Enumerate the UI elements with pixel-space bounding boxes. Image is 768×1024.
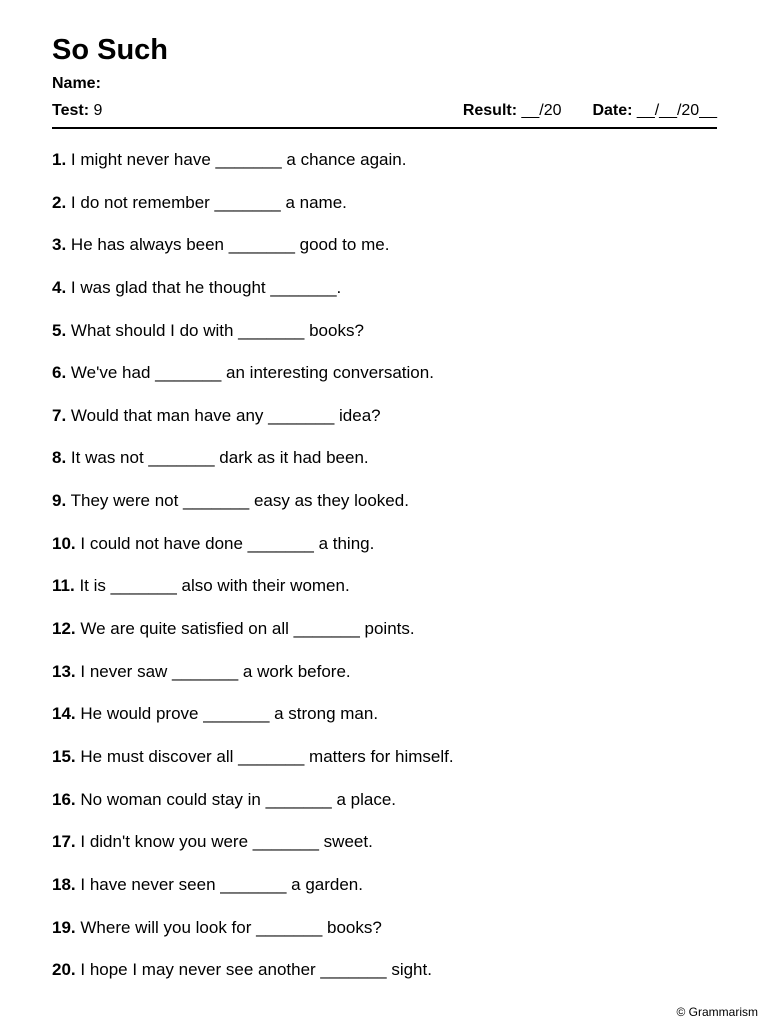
test-number [52,101,102,121]
question-text: We've had _______ an interesting conversation. [70,363,434,383]
question-item [52,406,717,449]
question-item [52,448,717,491]
question-text: Where will you look for _______ books? [80,917,382,937]
result-date-group [463,101,717,121]
question-text: It was not _______ dark as it had been. [70,448,369,468]
question-text: I was glad that he thought _______. [70,277,342,297]
question-text: He would prove _______ a strong man. [80,704,379,724]
question-item [52,747,717,790]
question-text: He must discover all _______ matters for himself. [80,746,454,766]
name-row [52,74,101,94]
date-value: __/__/20__ [636,102,717,119]
question-item [52,278,717,321]
test-label: Test: [52,102,90,119]
result-label: Result: [462,102,518,119]
question-text: I have never seen _______ a garden. [80,874,363,894]
question-text: I do not remember _______ a name. [70,192,347,212]
question-number: 5. [52,320,67,340]
test-value: 9 [93,102,103,119]
question-item [52,534,717,577]
question-text: Would that man have any _______ idea? [70,405,381,425]
question-number: 20. [52,960,76,980]
question-item [52,960,717,1003]
question-number: 6. [52,363,67,383]
question-item [52,150,717,193]
question-item [52,918,717,961]
question-number: 13. [52,661,76,681]
question-item [52,619,717,662]
copyright-notice: © Grammarism [676,1005,758,1019]
question-number: 15. [52,746,76,766]
result-value: __/20 [521,102,562,119]
question-number: 1. [52,150,67,169]
question-number: 4. [52,277,67,297]
question-item [52,321,717,364]
question-number: 14. [52,704,76,724]
question-number: 17. [52,832,76,852]
question-number: 10. [52,533,76,553]
question-item [52,832,717,875]
question-number: 3. [52,235,67,255]
question-item [52,193,717,236]
question-number: 18. [52,874,76,894]
question-text: I didn't know you were _______ sweet. [80,832,373,852]
question-number: 16. [52,789,76,809]
question-text: We are quite satisfied on all _______ points. [80,619,415,639]
header-divider [52,127,717,129]
question-text: They were not _______ easy as they looked. [70,491,409,511]
date-label: Date: [592,102,633,119]
question-item [52,576,717,619]
question-text: He has always been _______ good to me. [70,235,390,255]
question-text: I never saw _______ a work before. [80,661,351,681]
question-text: I hope I may never see another _______ sight. [80,960,432,980]
test-info-row [52,101,717,121]
name-label: Name: [52,75,101,92]
question-number: 11. [52,576,75,596]
question-number: 12. [52,619,76,639]
question-text: I might never have _______ a chance again. [70,150,407,169]
question-item [52,662,717,705]
question-text: I could not have done _______ a thing. [80,533,375,553]
question-number: 8. [52,448,67,468]
question-number: 7. [52,405,67,425]
question-item [52,875,717,918]
page-title: So Such [52,34,169,66]
question-number: 19. [52,917,76,937]
question-item [52,790,717,833]
question-number: 9. [52,491,67,511]
question-text: No woman could stay in _______ a place. [80,789,397,809]
question-text: What should I do with _______ books? [70,320,364,340]
question-item [52,235,717,278]
question-list [52,150,717,1003]
question-item [52,491,717,534]
question-number: 2. [52,192,67,212]
question-item [52,704,717,747]
question-text: It is _______ also with their women. [79,576,350,596]
question-item [52,363,717,406]
